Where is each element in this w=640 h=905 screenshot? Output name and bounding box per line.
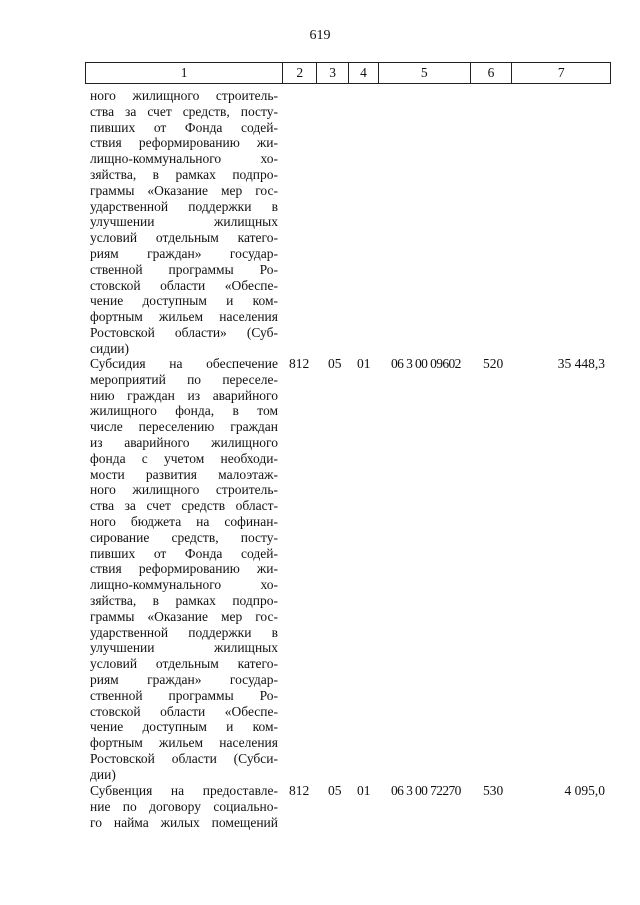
description-line: ного жилищного строитель- bbox=[90, 482, 278, 498]
description-line: ственной программы Ро- bbox=[90, 687, 278, 703]
description-line: дии) bbox=[90, 766, 116, 782]
description-line: ствия реформированию жи- bbox=[90, 561, 278, 577]
description-line: пивших от Фонда содей- bbox=[90, 545, 278, 561]
column-header-5: 5 bbox=[379, 63, 471, 83]
table-header-row bbox=[85, 62, 611, 84]
ministry-code: 812 bbox=[289, 356, 310, 371]
description-line: Ростовской области» (Суб- bbox=[90, 324, 278, 340]
description-line: ударственной поддержки в bbox=[90, 198, 278, 214]
description-line: ства за счет средств област- bbox=[90, 498, 278, 514]
description-line: условий отдельным катего- bbox=[90, 230, 278, 246]
page-number: 619 bbox=[309, 28, 331, 43]
column-header-1: 1 bbox=[86, 63, 283, 83]
expense-type-code: 520 bbox=[483, 356, 504, 371]
column-header-4: 4 bbox=[349, 63, 379, 83]
description-line: ственной программы Ро- bbox=[90, 261, 278, 277]
description-line: Ростовской области (Субси- bbox=[90, 750, 278, 766]
description-line: мости развития малоэтаж- bbox=[90, 466, 278, 482]
description-line: условий отдельным катего- bbox=[90, 656, 278, 672]
description-line: ние по договору социально- bbox=[90, 798, 278, 814]
description-line: жилищного фонда, в том bbox=[90, 403, 278, 419]
description-line: сидии) bbox=[90, 340, 130, 356]
description-line: Субсидия на обеспечение bbox=[90, 356, 278, 371]
section-code: 05 bbox=[328, 356, 342, 371]
description-line: фортным жильем населения bbox=[90, 309, 278, 325]
amount-value: 35 448,3 bbox=[557, 356, 605, 371]
description-line: ного жилищного строитель- bbox=[90, 88, 278, 103]
description-line: стовской области «Обеспе- bbox=[90, 703, 278, 719]
description-line: зяйства, в рамках подпро- bbox=[90, 166, 278, 182]
description-line: ударственной поддержки в bbox=[90, 624, 278, 640]
description-line: из аварийного жилищного bbox=[90, 434, 278, 450]
amount-value: 4 095,0 bbox=[564, 783, 605, 798]
ministry-code: 812 bbox=[289, 783, 310, 798]
target-article-code: 06 3 00 72270 bbox=[391, 783, 461, 798]
description-line: ствия реформированию жи- bbox=[90, 135, 278, 151]
description-line: ного бюджета на софинан- bbox=[90, 513, 278, 529]
subsection-code: 01 bbox=[357, 783, 371, 798]
description-line: мероприятий по переселе- bbox=[90, 371, 278, 387]
description-line: риям граждан» государ- bbox=[90, 245, 278, 261]
description-line: улучшении жилищных bbox=[90, 640, 278, 656]
description-line: сирование средств, посту- bbox=[90, 529, 278, 545]
row-description bbox=[90, 783, 278, 830]
description-line: фортным жильем населения bbox=[90, 735, 278, 751]
description-line: риям граждан» государ- bbox=[90, 671, 278, 687]
description-line: ства за счет средств, посту- bbox=[90, 103, 278, 119]
description-line: пивших от Фонда содей- bbox=[90, 119, 278, 135]
column-header-2: 2 bbox=[283, 63, 317, 83]
description-line: Субвенция на предоставле- bbox=[90, 783, 278, 798]
description-line: улучшении жилищных bbox=[90, 214, 278, 230]
description-line: го найма жилых помещений bbox=[90, 814, 278, 830]
column-header-6: 6 bbox=[471, 63, 513, 83]
description-line: нию граждан из аварийного bbox=[90, 387, 278, 403]
subsection-code: 01 bbox=[357, 356, 371, 371]
description-line: чение доступным и ком- bbox=[90, 719, 278, 735]
description-line: граммы «Оказание мер гос- bbox=[90, 608, 278, 624]
expense-type-code: 530 bbox=[483, 783, 504, 798]
column-header-3: 3 bbox=[317, 63, 349, 83]
row-description bbox=[90, 88, 278, 357]
section-code: 05 bbox=[328, 783, 342, 798]
description-line: зяйства, в рамках подпро- bbox=[90, 592, 278, 608]
target-article-code: 06 3 00 09602 bbox=[391, 356, 461, 371]
description-line: лищно-коммунального хо- bbox=[90, 151, 278, 167]
column-header-7: 7 bbox=[557, 65, 565, 80]
description-line: граммы «Оказание мер гос- bbox=[90, 182, 278, 198]
description-line: лищно-коммунального хо- bbox=[90, 577, 278, 593]
description-line: числе переселению граждан bbox=[90, 419, 278, 435]
description-line: стовской области «Обеспе- bbox=[90, 277, 278, 293]
description-line: чение доступным и ком- bbox=[90, 293, 278, 309]
description-line: фонда с учетом необходи- bbox=[90, 450, 278, 466]
row-description bbox=[90, 356, 278, 783]
